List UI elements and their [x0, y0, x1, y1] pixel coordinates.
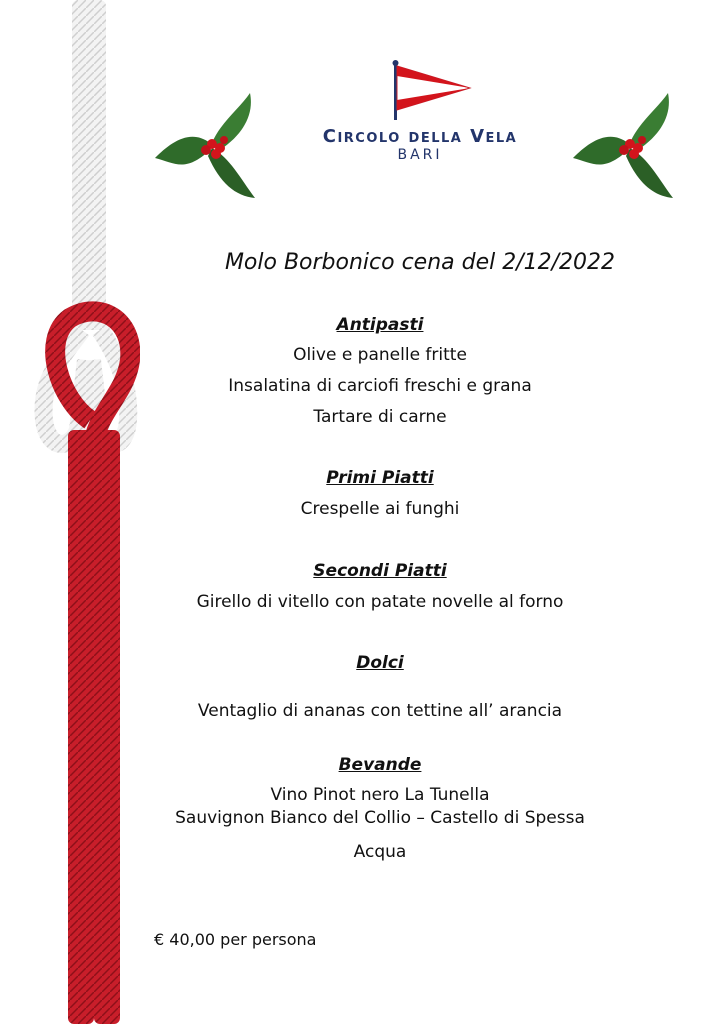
club-city: BARI: [397, 147, 443, 163]
secondi-item: Girello di vitello con patate novelle al forno: [196, 592, 564, 612]
section-dolci-title: Dolci: [356, 653, 404, 673]
menu-title: Molo Borbonico cena del 2/12/2022: [224, 250, 616, 275]
price-per-person: € 40,00 per persona: [154, 930, 317, 949]
antipasti-item: Olive e panelle fritte: [293, 345, 467, 365]
bevande-item: Vino Pinot nero La Tunella: [270, 785, 490, 805]
holly-left-icon: [150, 88, 270, 208]
dolci-item: Ventaglio di ananas con tettine all’ arancia: [197, 701, 563, 721]
club-flag-logo: [388, 60, 478, 130]
section-bevande-title: Bevande: [338, 755, 422, 775]
bevande-item: Acqua: [353, 842, 407, 862]
rope-knot-illustration: [30, 0, 140, 1024]
club-name: Circolo della Vela: [322, 126, 518, 147]
section-secondi-title: Secondi Piatti: [313, 561, 447, 581]
bevande-item: Sauvignon Bianco del Collio – Castello di Spessa: [175, 808, 585, 828]
section-primi-title: Primi Piatti: [326, 468, 434, 488]
holly-right-icon: [568, 88, 688, 208]
antipasti-item: Insalatina di carciofi freschi e grana: [228, 376, 532, 396]
antipasti-item: Tartare di carne: [313, 407, 447, 427]
primi-item: Crespelle ai funghi: [300, 499, 460, 519]
section-antipasti-title: Antipasti: [336, 315, 424, 335]
